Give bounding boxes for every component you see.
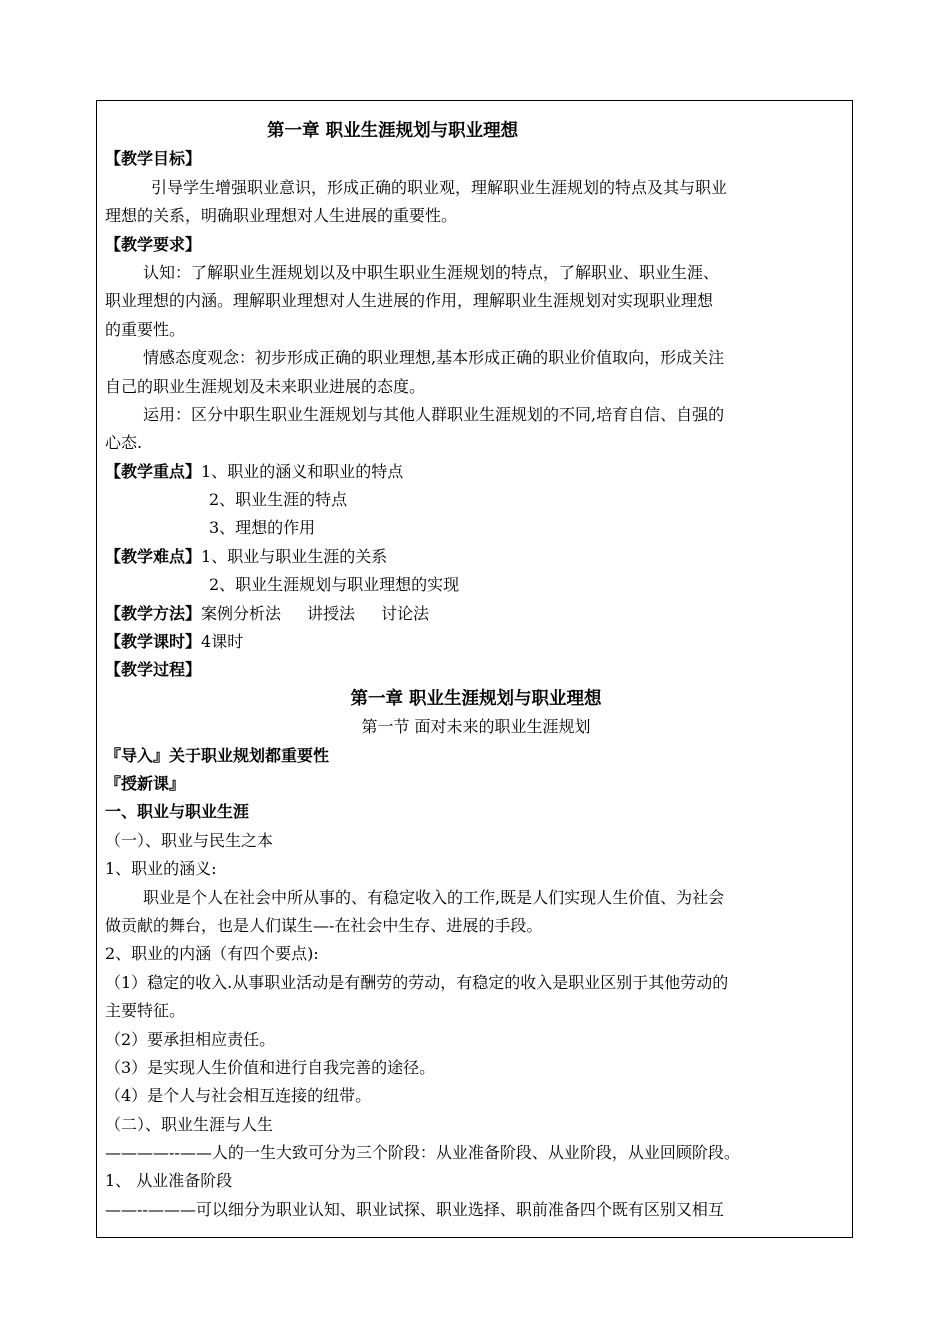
document-frame (96, 100, 853, 1238)
method-item: 讲授法 (307, 603, 356, 623)
part-heading: 一、职业与职业生涯 (105, 802, 250, 822)
paragraph-line: （3）是实现人生价值和进行自我完善的途径。 (105, 1057, 436, 1077)
paragraph-line: 主要特征。 (105, 1001, 186, 1021)
paragraph-line: ——--———可以细分为职业认知、职业试探、职业选择、职前准备四个既有区别又相互 (105, 1199, 724, 1219)
key-point-item: 3、理想的作用 (209, 518, 316, 538)
requirement-line: 认知：了解职业生涯规划以及中职生职业生涯规划的特点，了解职业、职业生涯、 (143, 262, 720, 282)
difficulties-label: 【教学难点】 (105, 546, 202, 566)
subsection-heading: （二）、职业生涯与人生 (105, 1114, 274, 1134)
hours-label: 【教学课时】 (105, 632, 202, 652)
key-point-item: 2、职业生涯的特点 (209, 490, 348, 510)
requirement-heading: 【教学要求】 (105, 234, 202, 254)
methods-label: 【教学方法】 (105, 603, 202, 623)
requirement-line: 的重要性。 (105, 319, 186, 339)
stage-heading: 1、 从业准备阶段 (105, 1171, 233, 1191)
objective-line: 理想的关系，明确职业理想对人生进展的重要性。 (105, 206, 458, 226)
new-lesson-heading: 『授新课』 (105, 773, 186, 793)
difficulty-item: 1、职业与职业生涯的关系 (201, 546, 388, 566)
objective-line: 引导学生增强职业意识，形成正确的职业观，理解职业生涯规划的特点及其与职业 (151, 177, 728, 197)
document-content (105, 117, 847, 1224)
requirement-line: 运用：区分中职生职业生涯规划与其他人群职业生涯规划的不同,培育自信、自强的 (143, 404, 725, 424)
paragraph-line: （1）稳定的收入.从事职业活动是有酬劳的劳动，有稳定的收入是职业区别于其他劳动的 (105, 972, 729, 992)
requirement-line: 心态. (105, 433, 143, 453)
key-point-item: 1、职业的涵义和职业的特点 (201, 461, 404, 481)
objective-heading: 【教学目标】 (105, 149, 202, 169)
point-heading: 2、职业的内涵（有四个要点): (105, 944, 319, 964)
paragraph-line: 做贡献的舞台，也是人们谋生—-在社会中生存、进展的手段。 (105, 915, 543, 935)
document-title: 第一章 职业生涯规划与职业理想 (267, 121, 519, 141)
key-points-row (105, 458, 847, 486)
paragraph-line: （4）是个人与社会相互连接的纽带。 (105, 1086, 372, 1106)
point-heading: 1、职业的涵义: (105, 859, 217, 879)
method-item: 讨论法 (381, 603, 430, 623)
paragraph-line: 职业是个人在社会中所从事的、有稳定收入的工作,既是人们实现人生价值、为社会 (143, 887, 725, 907)
process-heading: 【教学过程】 (105, 660, 202, 680)
section-title: 第一节 面对未来的职业生涯规划 (361, 717, 591, 737)
methods-row (105, 600, 847, 628)
requirement-line: 情感态度观念：初步形成正确的职业理想,基本形成正确的职业价值取向，形成关注 (143, 348, 725, 368)
method-item: 案例分析法 (201, 603, 282, 623)
requirement-line: 职业理想的内涵。理解职业理想对人生进展的作用，理解职业生涯规划对实现职业理想 (105, 291, 714, 311)
hours-row (105, 628, 847, 656)
chapter-title: 第一章 职业生涯规划与职业理想 (350, 688, 602, 709)
hours-value: 4课时 (201, 632, 244, 652)
intro-heading: 『导入』关于职业规划都重要性 (105, 745, 330, 765)
key-points-label: 【教学重点】 (105, 461, 202, 481)
subsection-heading: （一）、职业与民生之本 (105, 830, 274, 850)
paragraph-line: ————--——人的一生大致可分为三个阶段：从业准备阶段、从业阶段，从业回顾阶段。 (105, 1143, 740, 1163)
difficulty-item: 2、职业生涯规划与职业理想的实现 (209, 575, 460, 595)
requirement-line: 自己的职业生涯规划及未来职业进展的态度。 (105, 376, 426, 396)
paragraph-line: （2）要承担相应责任。 (105, 1029, 276, 1049)
difficulties-row (105, 543, 847, 571)
